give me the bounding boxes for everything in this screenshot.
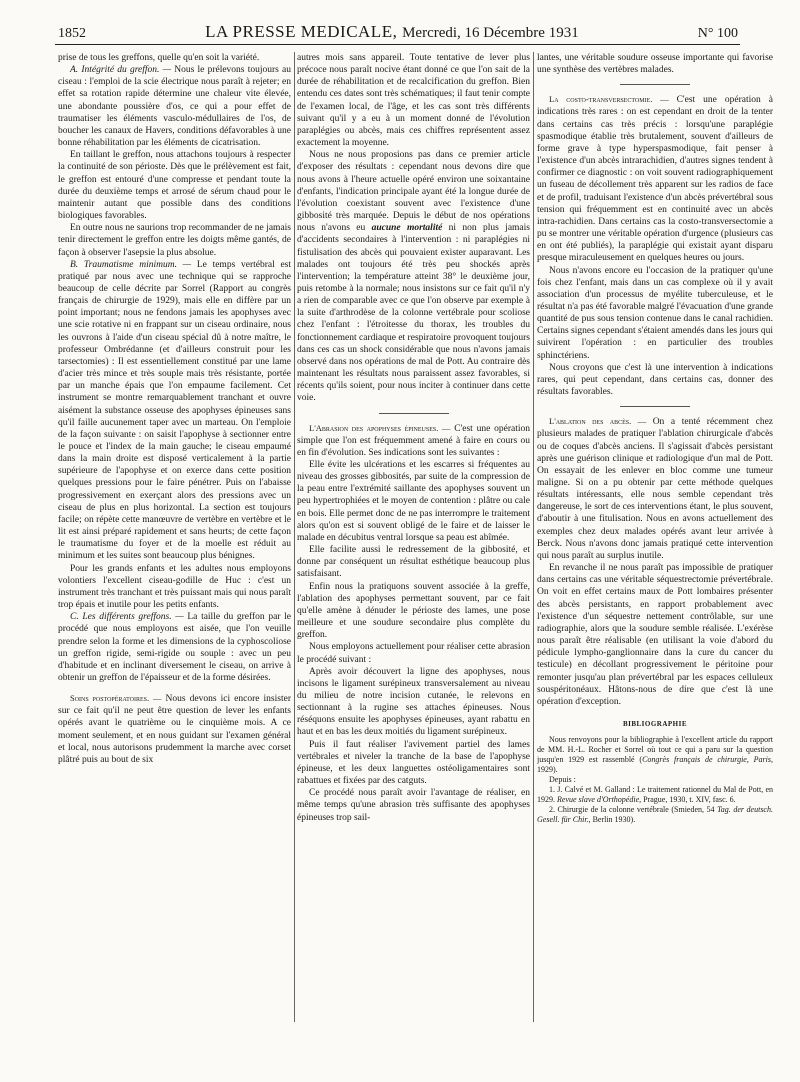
paragraph xyxy=(58,259,291,563)
paragraph: Ce procédé nous paraît avoir l'avantage de réaliser, en même temps qu'une abrasion très suffisante des apophyses épineuses trop sail- xyxy=(297,788,530,823)
paragraph: En taillant le greffon, nous attachons toujours à respecter la continuité de son périoste. Dès que le prélèvement est fait, le greffon est entouré d'une compresse et pendant toute la durée du deuxième temps et arrosé de sérum chaud pour le maintenir autant que possible dans des conditions biologiques favorables. xyxy=(58,150,291,222)
section-divider xyxy=(620,84,690,85)
paragraph xyxy=(297,422,530,459)
paragraph xyxy=(58,64,291,149)
column-2 xyxy=(297,52,530,1022)
paragraph-text: Le temps vertébral est pratiqué par nous avec une technique qui se rapproche beaucoup de celle décrite par Sorrel (Rapport au congrès français de chirurgie de 1929), mais elle en diffère par un point important; nous ne fendons jamais les apophyses avec une scie rotative ni en frappant sur un ciseau ordinaire, nous les ouvrons à l'aide d'un ciseau spécial dû à notre maître, le professeur Ombrédanne (et d'ailleurs construit pour les tarsectomies) : Il est essentiellement constitué par une lame d'acier très mince et très souple mais très résistante, portée par un manche épais que l'on empaume facilement. Cet instrument se montre remarquablement tranchant et ouvre aisément la substance osseuse des apophyses épineuses sans qu'il faille aucunement taper avec un marteau. On l'emploie de la façon suivante : on saisit l'apophyse à sectionner entre le pouce et l'index de la main gauche; le ciseau empaumé dans la main droite est disposé verticalement à la partie supérieure de l'apophyse et on exerce dans cette position quelques pressions pour le faire pénétrer. Puis on l'abaisse progressivement en exerçant alors des pressions avec un ciseau de plus en plus horizontal. La section est toujours facile; on répète cette manœuvre de vertèbre en vertèbre et le lit est ainsi préparé rapidement et sans heurts; de cette façon le traumatisme du foyer et de la moelle est réduit au minimum et les suites sont beaucoup plus bénignes. xyxy=(58,259,291,562)
paragraph: En revanche il ne nous paraît pas impossible de pratiquer dans certains cas une véritable séquestrectomie prévertébrale. On voit en effet certains maux de Pott lombaires présenter des abcès persistants, en rapport probablement avec l'existence d'un séquestre nettement contrôlable, sur une radiographie, alors que la soudure semble réalisée. L'exérèse nous paraît être réalisable (en utilisant la voie d'abord du pédicule lympho-ganglionnaire dans la cure du cancer du testicule) en décollant progressivement le péritoine pour remonter jusqu'au plan prévertébral par les espaces celluleux souspéritonéaux. Hâtons-nous de dire que c'est là une opération d'exception. xyxy=(537,563,773,707)
emphasis: Tag. der deutsch. Gesell. für Chir., xyxy=(537,805,773,825)
paragraph-text: C'est une opération simple que l'on est fréquemment amené à faire en cours ou en fin d'évolution. Ses indications sont les suivantes : xyxy=(297,423,530,458)
bibliography xyxy=(537,735,773,825)
section-heading: La costo-transversectomie. — xyxy=(549,94,669,105)
journal-title xyxy=(205,22,579,42)
column-separator xyxy=(533,52,534,1022)
bibliography-intro xyxy=(537,735,773,775)
paragraph: Nous employons actuellement pour réaliser cette abrasion le procédé suivant : xyxy=(297,642,530,665)
section-heading: L'Abrasion des apophyses épineuses. — xyxy=(309,422,451,433)
bibliography-depuis: Depuis : xyxy=(549,775,576,785)
paragraph xyxy=(537,93,773,264)
paragraph: Nous croyons que c'est là une intervention à indications rares, qui peut cependant, dans certains cas, donner des résultats favorables. xyxy=(537,362,773,398)
paragraph-text: Nous le prélevons toujours au ciseau : l'emploi de la scie électrique nous paraît à rejeter; en effet sa rotation rapide détermine une chaleur vite élevée, une abondante poussière d'os, ce qui a pour effet de traumatiser les éléments vasculo-médullaires de l'os, de boucher les canaux de Havers, conditions défavorables à une bonne réhabilitation par les éléments de cicatrisation. xyxy=(58,65,291,149)
paragraph: lantes, une véritable soudure osseuse importante qui favorise une synthèse des vertèbres malades. xyxy=(537,53,773,76)
paragraph: Après avoir découvert la ligne des apophyses, nous incisons le ligament surépineux transversalement au niveau du milieu de notre incision cutanée, le relevons en sectionnant à la rugine ses attaches épineuses. Nous réséquons ensuite les apophyses épineuses, ayant rabattu en haut et en bas les deux moitiés du ligament surépineux. xyxy=(297,666,530,738)
section-heading: Soins postopératoires. — xyxy=(70,693,162,704)
paragraph: Elle facilite aussi le redressement de la gibbosité, et donne par conséquent un résultat esthétique beaucoup plus satisfaisant. xyxy=(297,545,530,580)
column-1 xyxy=(58,52,291,1022)
header-rule xyxy=(55,44,740,45)
subsection-label: A. Intégrité du greffon. — xyxy=(70,65,172,76)
paragraph: prise de tous les greffons, quelle qu'en soit la variété. xyxy=(58,53,260,63)
column-3 xyxy=(537,52,773,1022)
paragraph: Pour les grands enfants et les adultes nous employons volontiers l'excellent ciseau-godille de Huc : c'est un instrument très tranchant et très puissant mais qui nous paraît trop épais et inutile pour les petits enfants. xyxy=(58,563,291,611)
journal-name: LA PRESSE MEDICALE, xyxy=(205,22,398,41)
paragraph: En outre nous ne saurions trop recommander de ne jamais tenir directement le greffon entre les doigts même gantés, de façon à observer l'asepsie la plus absolue. xyxy=(58,223,291,258)
paragraph xyxy=(58,692,291,766)
section-divider xyxy=(620,406,690,407)
paragraph-text: Prague, 1930, t. XIV, fasc. 6. xyxy=(641,795,736,805)
paragraph-text: Berlin 1930). xyxy=(590,815,636,825)
section-heading: L'ablation des abcès. — xyxy=(549,416,647,427)
subsection-label: B. Traumatisme minimum. — xyxy=(70,259,192,270)
bibliography-ref xyxy=(537,785,773,805)
paragraph xyxy=(297,149,530,404)
paragraph-text: On a tenté récemment chez plusieurs malades de pratiquer l'ablation chirurgicale d'abcès ou de coques d'abcès anciens. Il s'agissait d'abcès persistant après une guérison clinique et radiologique d'un mal de Pott. On essayait de les enlever en bloc comme une tumeur maligne. Si on a pu obtenir par cette méthode quelques résultats intéressants, elle nous semble cependant très dangereuse, le sort de ces interventions étant, le plus souvent, d'aboutir à une fitulisation. Nous en avons actuellement des exemples chez deux malades opérés avant leur arrivée à Berck. Nous n'avons donc jamais pratiqué cette intervention qui nous paraît au surplus inutile. xyxy=(537,417,773,561)
paragraph-text: La taille du greffon par le procédé que nous employons est aisée, que l'on veuille prendre selon la forme et les dimensions de la cyphoscoliose un greffon rigide, semi-rigide ou souple : avec un peu d'habitude et en inclinant diversement le ciseau, on arrive à obtenir un greffon de l'épaisseur et de la forme désirées. xyxy=(58,612,291,683)
issue-number: N° 100 xyxy=(697,26,738,41)
emphasis: aucune mortalité xyxy=(371,223,443,234)
column-separator xyxy=(294,52,295,1022)
paragraph: autres mois sans appareil. Toute tentative de lever plus précoce nous paraît nocive étant donné ce que l'on sait de la durée de réhabilitation et de recalcification du greffon. Bien entendu ces dates sont très schématiques; il faut tenir compte de l'examen local, de l'âge, et les cas sont très différents suivant qu'il y a eu à un moment donné de l'évolution paraplégies ou abcès, mais ces chiffres représentent assez exactement la moyenne. xyxy=(297,53,530,149)
paragraph-text: 1929). xyxy=(537,765,558,775)
subsection-label: C. Les différents greffons. — xyxy=(70,612,184,623)
paragraph: Puis il faut réaliser l'avivement partiel des lames vertébrales et niveler la tranche de la base de l'apophyse épineuse, et les deux languettes ostéoligamentaires sont rabattues et fixées par des catguts. xyxy=(297,739,530,787)
paragraph xyxy=(537,415,773,562)
emphasis: Revue slave d'Orthopédie, xyxy=(557,795,642,805)
section-divider xyxy=(379,413,449,414)
paragraph-text: Nous ne nous proposions pas dans ce premier article d'exposer des résultats : cependant nous devons dire que nous avons à l'heure actuelle opéré environ une soixantaine d'enfants, l'indication principale ayant été la longue durée de l'évolution coexistant souvent avec l'existence d'une gibbosité très marquée. Depuis le début de nos opérations nous n'avons eu xyxy=(297,150,530,234)
paragraph-text: Nous devons ici encore insister sur ce fait qu'il ne peut être question de lever les enfants opérés avant le quatrième ou le cinquième mois. A ce moment seulement, et en nous guidant sur l'examen général et local, nous autorisons prudemment la marche avec corset plâtré puis au bout de six xyxy=(58,694,291,765)
paragraph: Enfin nous la pratiquons souvent associée à la greffe, l'ablation des apophyses permettant souvent, par ce fait qu'elle amène à dénuder le périoste des lames, une pose meilleure et une soudure secondaire plus complète du greffon. xyxy=(297,581,530,641)
emphasis: Congrès français de chirurgie, Paris, xyxy=(642,755,773,765)
paragraph-text: Nous renvoyons pour la bibliographie à l'excellent article du rapport de MM. H.-L. Rocher et Sorrel où tout ce qui a paru sur la question jusqu'en 1929 est rassemblé ( xyxy=(537,735,773,765)
page-number: 1852 xyxy=(58,26,86,41)
paragraph-text: ni non plus jamais d'accidents secondaires à l'intervention : ni paraplégies ni fistulisation des abcès qui pouvaient exister auparavant. Les malades ont toujours été très peu shockés après l'intervention; la température atteint 38° le deuxième jour, puis retombe à la normale; nous insistons sur ce fait qu'il n'y a rien de comparable avec ce que l'on observe par exemple à la suite d'arthrodèse de la colonne vertébrale pour scoliose chez l'enfant : l'étroitesse du thorax, les troubles du fonctionnement cardiaque et respiratoire provoquent toujours dans ces cas un shock considérable que nous n'avons jamais observé dans nos opérations de mal de Pott. Au contraire dès maintenant les résultats nous paraissent assez favorables, si récents qu'ils soient, pour nous inciter à continuer dans cette voie. xyxy=(297,223,530,404)
issue-date: Mercredi, 16 Décembre 1931 xyxy=(402,25,579,41)
paragraph: Elle évite les ulcérations et les escarres si fréquentes au niveau des grosses gibbosités, par suite de la compression de la peau entre l'extrémité saillante des apophyses souvent un peu hypertrophiées et le moyen de contention : plâtre ou cale en bois. Elle permet donc de ne pas interrompre le traitement alors qu'on est si souvent obligé de le faire et de laisser le malade en décubitus ventral lorsque sa peau est abîmée. xyxy=(297,460,530,543)
paragraph: Nous n'avons encore eu l'occasion de la pratiquer qu'une fois chez l'enfant, mais dans un cas complexe où il y avait association d'un processus de myélite tuberculeuse, et le résultat n'a pas été favorable malgré l'évacuation d'une grande quantité de pus sous tension contenue dans le canal rachidien. Certains signes cependant s'étaient amendés dans les jours qui suivirent l'opération : en particulier des troubles sphinctériens. xyxy=(537,265,773,361)
paragraph-text: 2. Chirurgie de la colonne vertébrale (Smieden, 54 xyxy=(549,805,718,815)
page-header xyxy=(58,22,738,42)
bibliography-ref xyxy=(537,805,773,825)
bibliography-heading: BIBLIOGRAPHIE xyxy=(622,719,688,728)
paragraph-text: 1. J. Calvé et M. Galland : Le traitement rationnel du Mal de Pott, en 1929. xyxy=(537,785,773,805)
paragraph xyxy=(58,611,291,684)
paragraph-text: C'est une opération à indications très rares : on est cependant en droit de la tenter dans certains cas très précis : lorsqu'une paraplégie spasmodique établie très brutalement, souvent d'ailleurs de forme grave à type hyperspasmodique, fait penser à l'existence d'un abcès intrarachidien, d'autres signes tendent à confirmer ce diagnostic : on voit souvent radiographiquement un fuseau de décollement très apparent sur les radios de face et de profil, traduisant l'existence d'un abcès prévertébral sous tension qui fréquemment est en continuité avec un abcès intra-rachidien. Dans certains cas la costo-transversectomie a pu se montrer une véritable opération d'urgence (plusieurs cas en ont été publiés), la paraplégie qui existait ayant disparu presque miraculeusement en quelques heures ou jours. xyxy=(537,95,773,264)
